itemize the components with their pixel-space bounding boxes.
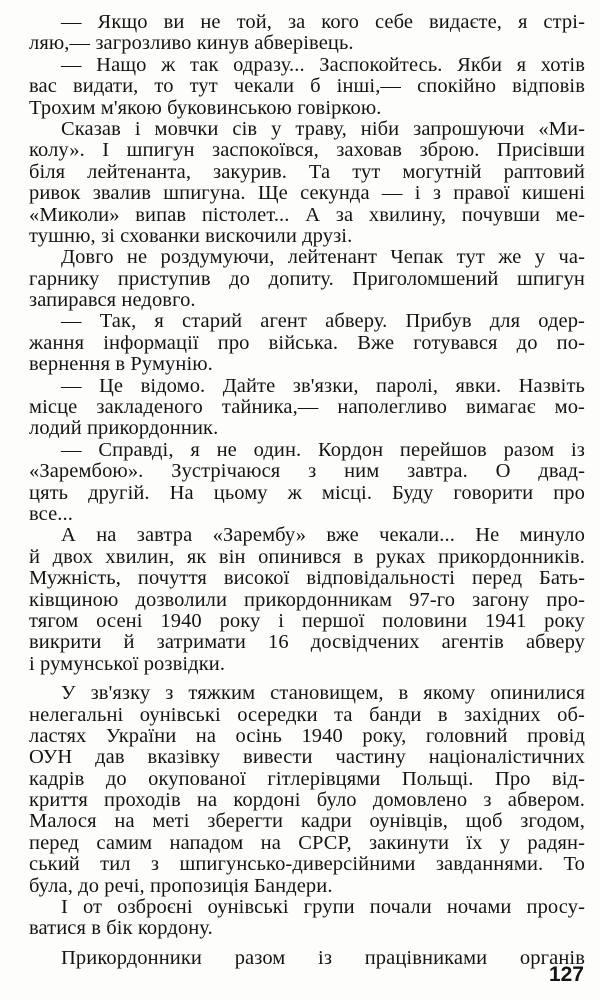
text-line: ківщиною дозволили прикордонникам 97-го загону про- [29,589,585,611]
text-line: все... [29,503,73,525]
text-line: Прикордонники разом із працівниками органів [61,947,585,969]
text-line: А на завтра «Зарембу» вже чекали... Не минуло [61,525,585,547]
text-line: вернення в Румунію. [29,354,213,376]
text-line: тягом осені 1940 року і першої половини 1941 року [29,610,585,632]
text-line: Малося на меті зберегти кадри оунівців, щоб згодом, [29,811,585,833]
text-line: жання інформації про війська. Вже готувався до по- [29,332,585,354]
text-line: Довго не роздумуючи, лейтенант Чепак тут же у ча- [61,247,585,269]
text-line: перед самим нападом на СРСР, закинути їх у радян- [29,832,585,854]
text-line: й двох хвилин, як він опинився в руках прикордонників. [29,546,585,568]
text-line: Сказав і мовчки сів у траву, ніби запрошуючи «Ми- [61,118,585,140]
text-line: — Це відомо. Дайте зв'язки, паролі, явки. Назвіть [61,375,585,397]
text-line: тушню, зі схованки вискочили друзі. [29,225,353,247]
text-line: вас видати, то тут чекали б інші,— спокійно відповів [29,76,585,98]
text-line: викрити й затримати 16 досвідчених агентів абверу [29,632,585,654]
text-line: і румунської розвідки. [29,653,226,675]
text-line: І от озброєні оунівські групи почали ночами просу- [61,897,585,919]
text-line: криття проходів на кордоні було домовлено з абвером. [29,790,585,812]
paragraph-gap [29,675,585,683]
text-line: гарнику приступив до допиту. Приголомшений шпигун [29,268,585,290]
text-line: У зв'язку з тяжким становищем, в якому опинилися [61,683,585,705]
text-line: ривок звалив шпигуна. Ще секунда — і з правої кишені [29,183,585,205]
text-line: ляю,— загрозливо кинув абверівець. [29,33,354,55]
text-line: «Зарембою». Зустрічаюся з ним завтра. О двад- [29,461,585,483]
text-line: «Миколи» випав пістолет... А за хвилину, почувши ме- [29,204,585,226]
text-line: була, до речі, пропозиція Бандери. [29,875,333,897]
text-line: цять другій. На цьому ж місці. Буду говорити про [29,482,585,504]
text-line: ватися в бік кордону. [29,918,213,940]
text-line: кадрів до окупованої гітлерівцями Польщі. Про від- [29,768,585,790]
text-line: нелегальні оунівські осередки та банди в західних об- [29,704,585,726]
text-line: біля лейтенанта, закурив. Та тут могутній раптовий [29,161,585,183]
text-line: ластях України на осінь 1940 року, головний провід [29,725,585,747]
text-line: — Якщо ви не той, за кого себе видаєте, я стрі- [61,12,585,33]
text-line: — Так, я старий агент абверу. Прибув для одер- [61,311,585,333]
text-line: ський тил з шпигунсько-диверсійними завданнями. То [29,854,585,876]
text-line: — Справді, я не один. Кордон перейшов разом із [61,439,585,461]
text-line: колу». І шпигун заспокоївся, заховав зброю. Присівши [29,140,585,162]
text-line: Мужність, почуття високої відповідальності перед Бать- [29,568,585,590]
text-line: — Нащо ж так одразу... Заспокойтесь. Якби я хотів [61,54,585,76]
text-line: запирався недовго. [29,290,196,312]
text-line: Трохим м'якою буковинською говіркою. [29,97,382,119]
page-number: 127 [548,963,584,986]
text-line: місце закладеного тайника,— наполегливо вимагає мо- [29,397,585,419]
text-line: ОУН дав вказівку вивести частину націоналістичних [29,747,585,769]
body-text [29,12,585,969]
text-line: лодий прикордонник. [29,418,219,440]
paragraph-gap [29,940,585,948]
